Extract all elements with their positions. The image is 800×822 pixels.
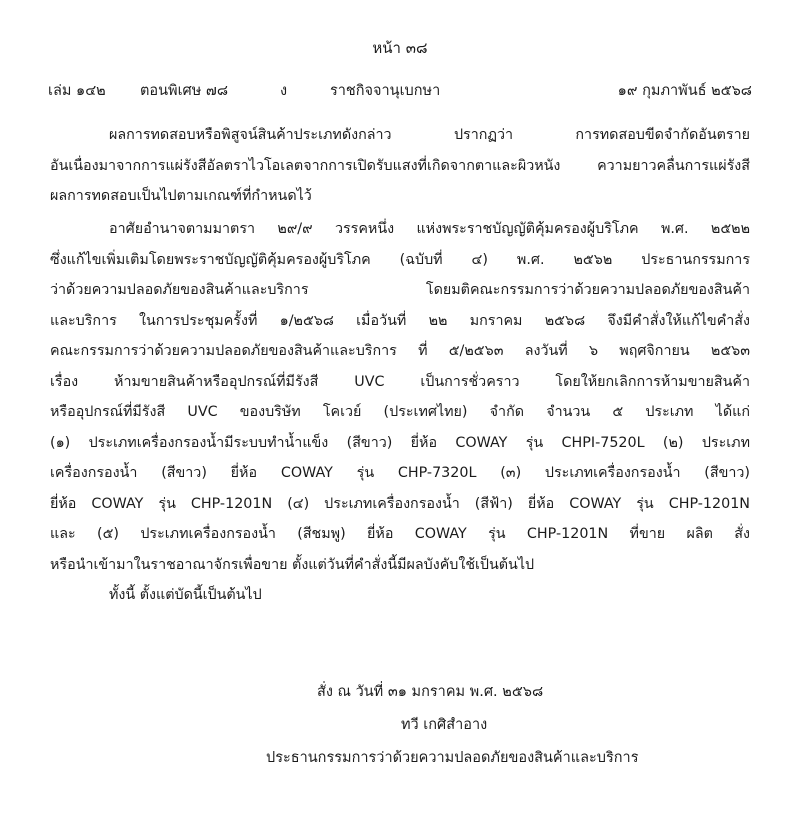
paragraph-line: ซึ่งแก้ไขเพิ่มเติมโดยพระราชบัญญัติคุ้มครองผู้บริโภค (ฉบับที่ ๔) พ.ศ. ๒๕๖๒ ประธานกรรมการ (50, 251, 750, 268)
header-section: ตอนพิเศษ ๗๘ (140, 83, 229, 99)
paragraph-line: เครื่องกรองน้ำ (สีขาว) ยี่ห้อ COWAY รุ่น CHP-7320L (๓) ประเภทเครื่องกรองน้ำ (สีขาว) (50, 465, 750, 481)
header-date: ๑๙ กุมภาพันธ์ ๒๕๖๘ (617, 83, 752, 99)
paragraph-line: และ (๕) ประเภทเครื่องกรองน้ำ (สีชมพู) ยี่ห้อ COWAY รุ่น CHP-1201N ที่ขาย ผลิต สั่ง (50, 526, 750, 542)
gazette-header (48, 79, 752, 101)
signature-date: สั่ง ณ วันที่ ๓๑ มกราคม พ.ศ. ๒๕๖๘ (317, 684, 544, 700)
paragraph-1 (50, 120, 750, 212)
paragraph-line: ผลการทดสอบเป็นไปตามเกณฑ์ที่กำหนดไว้ (50, 188, 312, 204)
paragraph-line: ว่าด้วยความปลอดภัยของสินค้าและบริการ โดยมติคณะกรรมการว่าด้วยความปลอดภัยของสินค้า (50, 282, 750, 298)
header-part: ง (280, 83, 288, 99)
paragraph-2 (50, 214, 750, 611)
header-volume: เล่ม ๑๔๒ (48, 83, 106, 99)
paragraph-line: (๑) ประเภทเครื่องกรองน้ำมีระบบทำน้ำแข็ง (สีขาว) ยี่ห้อ COWAY รุ่น CHPI-7520L (๒) ประเภท (50, 434, 750, 451)
paragraph-line: เรื่อง ห้ามขายสินค้าหรืออุปกรณ์ที่มีรังสี UVC เป็นการชั่วคราว โดยให้ยกเลิกการห้ามขายสินค้า (50, 373, 750, 390)
signatory-position: ประธานกรรมการว่าด้วยความปลอดภัยของสินค้าและบริการ (266, 750, 639, 766)
paragraph-line: หรืออุปกรณ์ที่มีรังสี UVC ของบริษัท โคเวย์ (ประเทศไทย) จำกัด จำนวน ๕ ประเภท ได้แก่ (50, 404, 750, 420)
paragraph-line: และบริการ ในการประชุมครั้งที่ ๑/๒๕๖๘ เมื่อวันที่ ๒๒ มกราคม ๒๕๖๘ จึงมีคำสั่งให้แก้ไขคำสั่ง (50, 312, 750, 329)
paragraph-line: ผลการทดสอบหรือพิสูจน์สินค้าประเภทดังกล่าว ปรากฏว่า การทดสอบขีดจำกัดอันตราย (109, 127, 750, 143)
paragraph-line: คณะกรรมการว่าด้วยความปลอดภัยของสินค้าและบริการ ที่ ๕/๒๕๖๓ ลงวันที่ ๖ พฤศจิกายน ๒๕๖๓ (50, 343, 750, 359)
header-gazette-name: ราชกิจจานุเบกษา (330, 83, 441, 99)
paragraph-line: ยี่ห้อ COWAY รุ่น CHP-1201N (๔) ประเภทเครื่องกรองน้ำ (สีฟ้า) ยี่ห้อ COWAY รุ่น CHP-1201N (50, 495, 750, 512)
page-number: หน้า ๓๘ (372, 39, 428, 57)
paragraph-line: หรือนำเข้ามาในราชอาณาจักรเพื่อขาย ตั้งแต่วันที่คำสั่งนี้มีผลบังคับใช้เป็นต้นไป (50, 556, 535, 573)
paragraph-3: ทั้งนี้ ตั้งแต่บัดนี้เป็นต้นไป (109, 587, 262, 603)
paragraph-line: อาศัยอำนาจตามมาตรา ๒๙/๙ วรรคหนึ่ง แห่งพระราชบัญญัติคุ้มครองผู้บริโภค พ.ศ. ๒๕๒๒ (109, 221, 750, 237)
paragraph-line: อันเนื่องมาจากการแผ่รังสีอัลตราไวโอเลตจากการเปิดรับแสงที่เกิดจากตาและผิวหนัง ความยาวคลื่นการแผ่รังสี (50, 157, 750, 174)
signatory-name: ทวี เกศิสำอาง (401, 717, 488, 733)
